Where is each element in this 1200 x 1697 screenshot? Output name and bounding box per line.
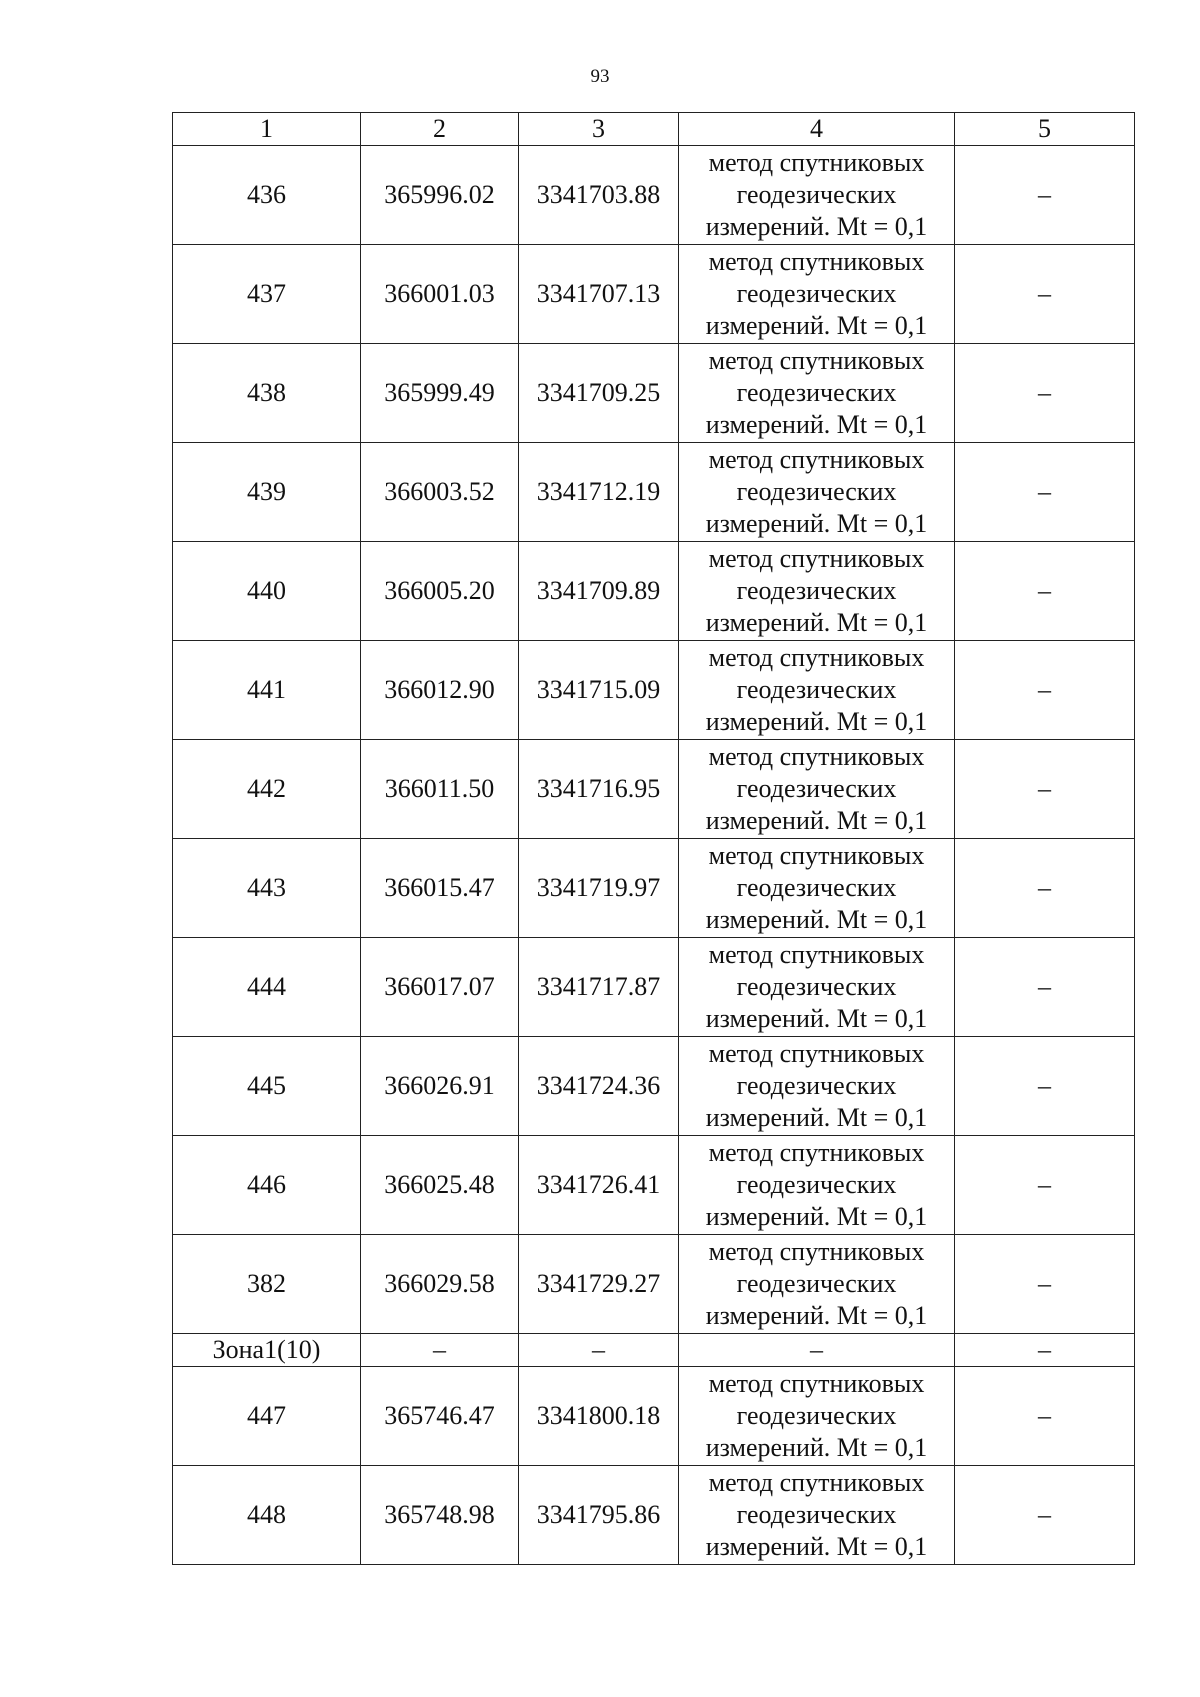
coordinate-y: 3341729.27 (519, 1235, 679, 1334)
point-id: 445 (173, 1037, 361, 1136)
table-row (173, 839, 1135, 938)
coordinate-y: 3341716.95 (519, 740, 679, 839)
coordinate-y: 3341726.41 (519, 1136, 679, 1235)
note-cell: – (955, 1367, 1135, 1466)
table-row (173, 1136, 1135, 1235)
zone-empty-cell: – (519, 1334, 679, 1367)
coordinates-table (172, 112, 1135, 1565)
method-description (679, 344, 955, 443)
method-line: измерений. Mt = 0,1 (705, 311, 928, 340)
zone-row (173, 1334, 1135, 1367)
method-description (679, 1235, 955, 1334)
method-description (679, 1136, 955, 1235)
column-header: 5 (955, 113, 1135, 146)
note-cell: – (955, 641, 1135, 740)
coordinate-x: 365996.02 (361, 146, 519, 245)
coordinate-y: 3341715.09 (519, 641, 679, 740)
coordinate-x: 366026.91 (361, 1037, 519, 1136)
table-row (173, 938, 1135, 1037)
point-id: 440 (173, 542, 361, 641)
coordinate-x: 366005.20 (361, 542, 519, 641)
coordinate-y: 3341709.89 (519, 542, 679, 641)
coordinate-x: 366012.90 (361, 641, 519, 740)
table-row (173, 1037, 1135, 1136)
table-row (173, 245, 1135, 344)
coordinate-x: 366015.47 (361, 839, 519, 938)
method-line: метод спутниковых (708, 346, 925, 375)
coordinate-x: 366029.58 (361, 1235, 519, 1334)
note-cell: – (955, 1466, 1135, 1565)
method-description (679, 1367, 955, 1466)
method-line: метод спутниковых (708, 1237, 925, 1266)
note-cell: – (955, 1037, 1135, 1136)
method-description (679, 1466, 955, 1565)
note-cell: – (955, 245, 1135, 344)
point-id: 444 (173, 938, 361, 1037)
point-id: 441 (173, 641, 361, 740)
method-description (679, 443, 955, 542)
method-line: измерений. Mt = 0,1 (705, 509, 928, 538)
coordinate-y: 3341703.88 (519, 146, 679, 245)
method-line: измерений. Mt = 0,1 (705, 1301, 928, 1330)
point-id: 382 (173, 1235, 361, 1334)
note-cell: – (955, 1235, 1135, 1334)
table-row (173, 641, 1135, 740)
note-cell: – (955, 443, 1135, 542)
note-cell: – (955, 542, 1135, 641)
coordinate-y: 3341719.97 (519, 839, 679, 938)
method-description (679, 740, 955, 839)
coordinate-x: 366011.50 (361, 740, 519, 839)
method-line: геодезических (736, 1269, 897, 1298)
method-line: геодезических (736, 378, 897, 407)
coordinate-x: 365746.47 (361, 1367, 519, 1466)
coordinate-y: 3341707.13 (519, 245, 679, 344)
method-line: геодезических (736, 279, 897, 308)
method-line: геодезических (736, 873, 897, 902)
table-row (173, 146, 1135, 245)
method-description (679, 245, 955, 344)
method-line: измерений. Mt = 0,1 (705, 806, 928, 835)
table-header-row (173, 113, 1135, 146)
method-line: измерений. Mt = 0,1 (705, 1004, 928, 1033)
method-line: геодезических (736, 675, 897, 704)
note-cell: – (955, 740, 1135, 839)
method-line: измерений. Mt = 0,1 (705, 1202, 928, 1231)
method-description (679, 542, 955, 641)
method-description (679, 146, 955, 245)
zone-empty-cell: – (679, 1334, 955, 1367)
page-number: 93 (590, 66, 610, 87)
point-id: 446 (173, 1136, 361, 1235)
method-description (679, 641, 955, 740)
table-row (173, 1466, 1135, 1565)
zone-label: Зона1(10) (173, 1334, 361, 1367)
table-row (173, 1367, 1135, 1466)
column-header: 1 (173, 113, 361, 146)
method-line: геодезических (736, 1071, 897, 1100)
method-line: измерений. Mt = 0,1 (705, 1433, 928, 1462)
method-line: метод спутниковых (708, 1039, 925, 1068)
point-id: 436 (173, 146, 361, 245)
point-id: 438 (173, 344, 361, 443)
method-description (679, 1037, 955, 1136)
coordinate-x: 366017.07 (361, 938, 519, 1037)
method-description (679, 938, 955, 1037)
method-line: метод спутниковых (708, 544, 925, 573)
method-line: метод спутниковых (708, 643, 925, 672)
method-line: геодезических (736, 1170, 897, 1199)
point-id: 443 (173, 839, 361, 938)
coordinate-y: 3341709.25 (519, 344, 679, 443)
coordinate-y: 3341795.86 (519, 1466, 679, 1565)
point-id: 437 (173, 245, 361, 344)
method-description (679, 839, 955, 938)
coordinate-y: 3341800.18 (519, 1367, 679, 1466)
table-row (173, 1235, 1135, 1334)
coordinate-x: 366003.52 (361, 443, 519, 542)
table-row (173, 542, 1135, 641)
method-line: геодезических (736, 774, 897, 803)
method-line: метод спутниковых (708, 247, 925, 276)
table-row (173, 740, 1135, 839)
method-line: метод спутниковых (708, 940, 925, 969)
method-line: геодезических (736, 477, 897, 506)
table-row (173, 443, 1135, 542)
coordinate-x: 365748.98 (361, 1466, 519, 1565)
method-line: метод спутниковых (708, 1138, 925, 1167)
method-line: измерений. Mt = 0,1 (705, 212, 928, 241)
note-cell: – (955, 344, 1135, 443)
method-line: измерений. Mt = 0,1 (705, 608, 928, 637)
method-line: геодезических (736, 576, 897, 605)
method-line: метод спутниковых (708, 445, 925, 474)
method-line: геодезических (736, 1401, 897, 1430)
method-line: измерений. Mt = 0,1 (705, 707, 928, 736)
coordinate-y: 3341717.87 (519, 938, 679, 1037)
point-id: 442 (173, 740, 361, 839)
method-line: измерений. Mt = 0,1 (705, 905, 928, 934)
method-line: измерений. Mt = 0,1 (705, 410, 928, 439)
point-id: 448 (173, 1466, 361, 1565)
zone-empty-cell: – (361, 1334, 519, 1367)
note-cell: – (955, 1136, 1135, 1235)
point-id: 447 (173, 1367, 361, 1466)
method-line: геодезических (736, 1500, 897, 1529)
method-line: метод спутниковых (708, 148, 925, 177)
column-header: 3 (519, 113, 679, 146)
coordinate-x: 365999.49 (361, 344, 519, 443)
coordinate-x: 366001.03 (361, 245, 519, 344)
method-line: метод спутниковых (708, 1369, 925, 1398)
method-line: метод спутниковых (708, 841, 925, 870)
note-cell: – (955, 938, 1135, 1037)
method-line: метод спутниковых (708, 742, 925, 771)
column-header: 2 (361, 113, 519, 146)
note-cell: – (955, 839, 1135, 938)
method-line: геодезических (736, 180, 897, 209)
method-line: измерений. Mt = 0,1 (705, 1532, 928, 1561)
coordinate-y: 3341724.36 (519, 1037, 679, 1136)
method-line: геодезических (736, 972, 897, 1001)
note-cell: – (955, 146, 1135, 245)
zone-empty-cell: – (955, 1334, 1135, 1367)
column-header: 4 (679, 113, 955, 146)
table-row (173, 344, 1135, 443)
coordinate-y: 3341712.19 (519, 443, 679, 542)
point-id: 439 (173, 443, 361, 542)
coordinate-x: 366025.48 (361, 1136, 519, 1235)
method-line: измерений. Mt = 0,1 (705, 1103, 928, 1132)
method-line: метод спутниковых (708, 1468, 925, 1497)
